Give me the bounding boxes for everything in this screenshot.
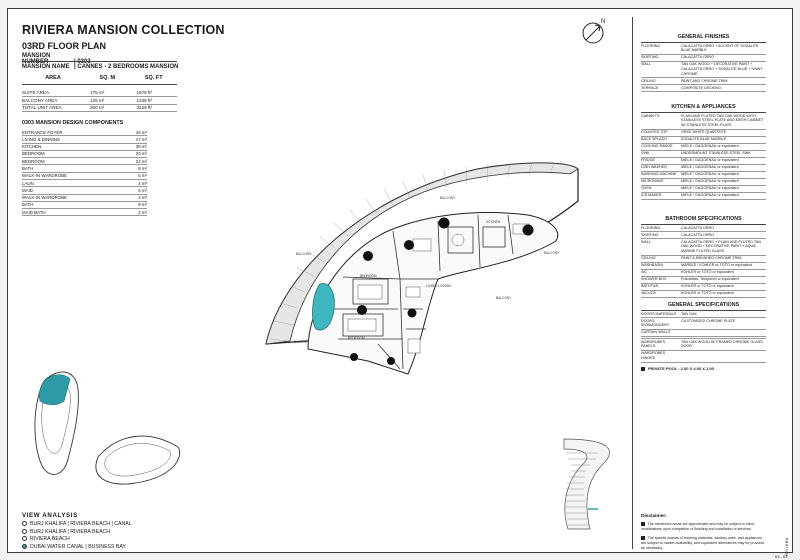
table-row: LIVING & DINNING 47 m²: [22, 136, 147, 142]
table-row: WASHING MACHINE MIELE / GAGGENAU or equivalent: [641, 171, 766, 178]
view-option-label: DUBAI WATER CANAL | BUSINESS BAY: [30, 543, 126, 550]
floor-plan-subtitle: 03RD FLOOR PLAN: [22, 41, 107, 51]
north-label: N: [601, 19, 606, 25]
table-row: SINK UNDERMOUNT STAINLESS STEEL SINK: [641, 150, 766, 157]
mansion-number-label: MANSION NUMBER: [22, 53, 51, 65]
label-bedroom-2: BEDROOM: [348, 336, 365, 340]
table-row: FLOORING CALACATTA ORRO + ACCENT OF SODALITE BLUE MARBLE: [641, 43, 766, 54]
sqm-header: SQ. M: [84, 73, 131, 85]
general-specifications-title: GENERAL SPECIFICATIONS: [641, 301, 766, 311]
table-row: CEILING PAINT AND CHROME TRIM: [641, 78, 766, 85]
radio-icon[interactable]: [22, 521, 27, 526]
label-balcony-left: BALCONY: [296, 252, 312, 256]
table-row: BATH 8 m²: [22, 166, 147, 172]
area-header: AREA: [22, 73, 84, 85]
table-row: TERRACE COMPOSITE DECKING: [641, 85, 766, 92]
table-row: ENTRANCE FOYER 16 m²: [22, 129, 147, 135]
edge-tag: RIVIERA: [784, 537, 789, 556]
table-row: OVEN MIELE / GAGGENAU or equivalent: [641, 185, 766, 192]
sqft-header: SQ. FT: [131, 73, 178, 85]
table-row: COOKING RANGE MIELE / GAGGENAU or equivalent: [641, 143, 766, 150]
table-row: DISH WASHER MIELE / GAGGENAU or equivalent: [641, 164, 766, 171]
table-row: CABINETS PLAIN AND FLUTED TAN OAK WOOD WITH STAINLESS STEEL PLATE AND MESH CABINET W/ STAINLESS STEEL PLATE: [641, 113, 766, 129]
general-finishes-title: GENERAL FINISHES: [641, 33, 766, 43]
label-kitchen: KITCHEN: [486, 220, 500, 224]
table-row: WARDROBES HINGES: [641, 350, 766, 362]
mansion-name-value: | CANNES - 2 BEDROOMS MANSION: [74, 64, 179, 70]
bathroom-spec-table: [641, 225, 766, 298]
table-row: ICE MAKER MIELE / GAGGENAU or equivalent: [641, 192, 766, 199]
label-bedroom-1: BEDROOM: [360, 274, 377, 278]
general-finishes-section: [641, 33, 766, 92]
table-row: FLOORING CALACATTA ORRO: [641, 225, 766, 232]
kitchen-appliances-title: KITCHEN & APPLIANCES: [641, 103, 766, 113]
table-row: FRIDGE MIELE / GAGGENAU or equivalent: [641, 157, 766, 164]
mansion-name-label: MANSION NAME: [22, 64, 70, 70]
table-row: SUITE AREA 175 m² 1879 ft²: [22, 90, 177, 97]
view-analysis-title: VIEW ANALYSIS: [22, 512, 78, 519]
kitchen-spec-table: [641, 113, 766, 200]
general-specifications-section: [641, 301, 766, 363]
table-row: BATH 9 m²: [22, 202, 147, 208]
table-row: WARDROBES PANELS TAN OAK WOOD W/ FRAMED CHROME GLASS DOOR: [641, 339, 766, 351]
table-row: WALL TAN OAK WOOD + DECORATIVE PAINT + CALACATTA ORRO + SODALITE BLUE + SHINY CHROME: [641, 61, 766, 78]
mansion-number-value: | 0303: [74, 59, 91, 65]
table-row: DOORS IRONMONGERY CUSTOMIZED CHROME PLATE: [641, 318, 766, 330]
table-row: CEILING PAINT & BRUSHED CHROME TRIM: [641, 255, 766, 262]
table-row: MICROWAVE MIELE / GAGGENAU or equivalent: [641, 178, 766, 185]
label-balcony-outer: BALCONY: [496, 296, 512, 300]
disclaimer-item: The mentioned areas are approximate and may be subject to minor modifications upon completion of finishing and installation of services.: [641, 522, 755, 531]
private-pool-note: PRIVATE POOL : 2.00 X 4.00 X 1.00: [641, 366, 714, 371]
table-row: SHOWER BOX Frameless, Tempered or equivalent: [641, 276, 766, 283]
table-row: BEDROOM 20 m²: [22, 151, 147, 157]
table-row: CURTAIN WALLS: [641, 329, 766, 336]
label-living: LIVING & DINING: [426, 284, 452, 288]
view-option[interactable]: [22, 544, 126, 550]
finishes-spec-table: [641, 43, 766, 92]
table-row: WALK-IN WARDROBE 2 m²: [22, 195, 147, 201]
view-option-label: BURJ KHALIFA | RIVIERA BEACH: [30, 528, 111, 535]
bathroom-specifications-title: BATHROOM SPECIFICATIONS: [641, 215, 766, 225]
table-row: WALK-IN WARDROBE 5 m²: [22, 173, 147, 179]
components-title: 0303 MANSION DESIGN COMPONENTS: [22, 120, 124, 126]
radio-icon[interactable]: [22, 529, 27, 534]
table-row: TOTAL UNIT AREA 300 m² 3229 ft²: [22, 104, 177, 112]
view-option[interactable]: [22, 529, 110, 535]
table-row: BALCONY AREA 125 m² 1349 ft²: [22, 97, 177, 105]
table-row: WALL CALACATTA ORRO + PLAIN AND FLUTED TAN OAK WOOD + DECORATIVE PAINT + AQUA MARINE FLUTED GLASS: [641, 239, 766, 256]
page-number: 03 - 03: [775, 554, 788, 559]
table-row: MAID 5 m²: [22, 187, 147, 193]
kitchen-appliances-section: [641, 103, 766, 200]
radio-selected-icon[interactable]: [22, 544, 27, 549]
disclaimer-title: Disclaimer:: [641, 514, 667, 519]
table-row: BATHTUB KOHLER or TOTO or equivalent: [641, 283, 766, 290]
table-row: BACK SPLASH SODALITE BLUE MARBLE: [641, 136, 766, 143]
table-row: JACUZZI KOHLER or TOTO or equivalent: [641, 290, 766, 297]
radio-icon[interactable]: [22, 536, 27, 541]
north-arrow-icon: [583, 19, 605, 43]
specifications-panel: [632, 17, 766, 549]
label-balcony-top: BALCONY: [440, 196, 456, 200]
label-balcony-right: BALCONY: [544, 251, 560, 255]
table-row: SKIRTING CALACATTA ORRO: [641, 54, 766, 61]
table-row: LAUN. 4 m²: [22, 180, 147, 186]
table-row: SKIRTING CALACATTA ORRO: [641, 232, 766, 239]
view-option-label: BURJ KHALIFA | RIVIERA BEACH | CANAL: [30, 521, 132, 527]
view-option[interactable]: [22, 536, 70, 542]
tower-elevation: [564, 439, 610, 529]
table-row: KITCHEN 30 m²: [22, 144, 147, 150]
table-row: DOORS MATERIALS TAN OAK: [641, 311, 766, 318]
view-option-label: RIVIERA BEACH: [30, 536, 70, 542]
page-title: RIVIERA MANSION COLLECTION: [22, 23, 225, 37]
table-row: WC KOHLER or TOTO or equivalent: [641, 269, 766, 276]
bathroom-specifications-section: [641, 215, 766, 298]
table-row: BEDROOM 22 m²: [22, 158, 147, 164]
disclaimer-item: The specific brands of finishing materials, sanitary ware, and appliances are subject to market availability, and equivalent alternatives may be provided as necessary.: [641, 536, 765, 550]
table-row: COUNTER TOP GRIGI WHITE QUARTZITE: [641, 129, 766, 136]
table-row: MAID BATH 2 m²: [22, 209, 147, 215]
table-row: WASHBASIN MARBLE / KOHLER or TOTO or equivalent: [641, 262, 766, 269]
site-key-plan: [35, 372, 180, 484]
label-balcony-bottom: BALCONY: [294, 340, 310, 344]
floor-plan-sheet: [7, 8, 793, 559]
general-spec-table: [641, 311, 766, 363]
view-option[interactable]: [22, 521, 132, 527]
